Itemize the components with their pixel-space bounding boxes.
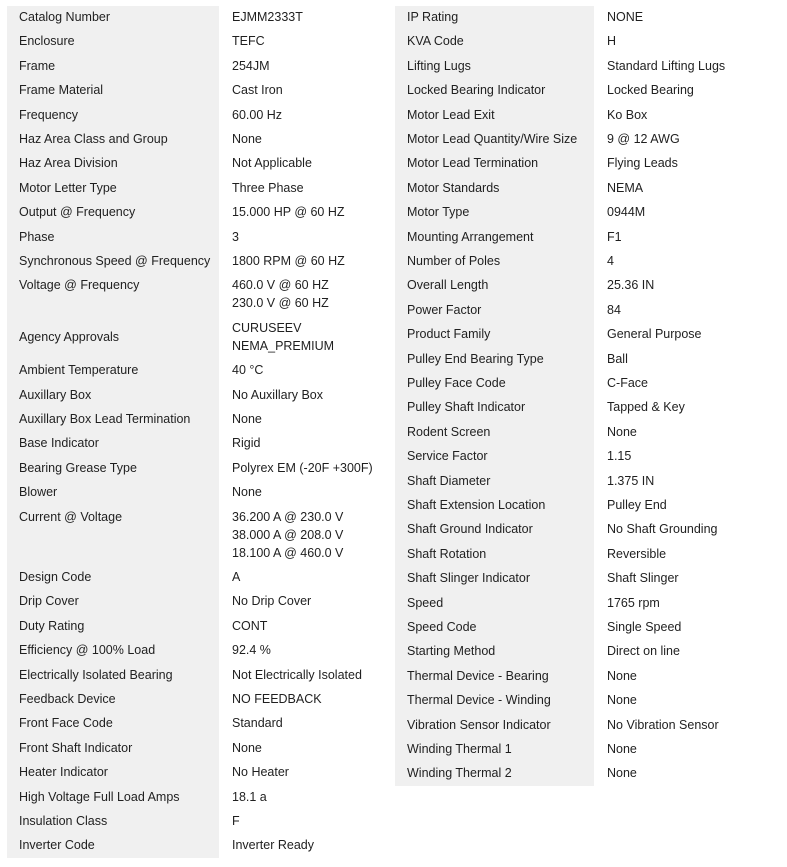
spec-value-line: No Drip Cover (232, 594, 312, 609)
spec-label: Base Indicator (19, 436, 99, 451)
spec-value-line: F (232, 814, 240, 828)
spec-label: Motor Standards (407, 180, 500, 195)
spec-value-line: C-Face (607, 376, 648, 390)
spec-value-line: No Vibration Sensor (607, 717, 719, 732)
spec-label: Blower (19, 485, 58, 500)
spec-value (232, 363, 263, 381)
spec-label: Front Shaft Indicator (19, 740, 133, 755)
spec-value-line: None (232, 740, 262, 755)
spec-label: Frame Material (19, 83, 104, 98)
spec-label: Bearing Grease Type (19, 460, 137, 475)
spec-value (607, 644, 680, 662)
spec-value (232, 692, 322, 710)
spec-value (607, 59, 725, 77)
spec-label: Speed (407, 595, 444, 610)
spec-value-line: Flying Leads (607, 156, 678, 171)
spec-label: Locked Bearing Indicator (407, 83, 546, 98)
spec-label: Duty Rating (19, 618, 85, 633)
spec-label: Heater Indicator (19, 765, 108, 780)
spec-value-line: 1800 RPM @ 60 HZ (232, 254, 345, 268)
spec-value-line: NEMA (607, 180, 644, 195)
spec-label: Voltage @ Frequency (19, 278, 140, 293)
spec-value (607, 376, 648, 394)
spec-value-line: Cast Iron (232, 83, 283, 98)
spec-value (232, 510, 343, 564)
spec-value (607, 352, 628, 370)
spec-label: Ambient Temperature (19, 363, 139, 378)
spec-value (607, 449, 631, 467)
spec-value (607, 498, 667, 516)
spec-value-line: CONT (232, 618, 268, 633)
spec-value-line: None (607, 742, 637, 756)
spec-value-line: 0944M (607, 205, 646, 220)
spec-value (232, 321, 334, 357)
spec-value-line: Single Speed (607, 620, 682, 634)
spec-label: Synchronous Speed @ Frequency (19, 254, 211, 268)
spec-value (232, 668, 362, 686)
spec-label: KVA Code (407, 34, 464, 49)
spec-value-line: 254JM (232, 58, 270, 73)
spec-value (232, 34, 265, 52)
spec-value-line: Three Phase (232, 180, 304, 195)
spec-label: Agency Approvals (19, 329, 120, 344)
spec-label: Shaft Diameter (407, 473, 491, 488)
spec-label: Frame (19, 58, 56, 73)
spec-label: Shaft Ground Indicator (407, 522, 533, 537)
spec-value-line: Reversible (607, 546, 667, 561)
spec-label: Shaft Slinger Indicator (407, 571, 530, 586)
spec-value (232, 838, 314, 856)
spec-value (607, 571, 679, 589)
spec-label: Winding Thermal 1 (407, 742, 512, 756)
spec-value (232, 156, 312, 174)
spec-value (232, 643, 271, 661)
spec-label: Enclosure (19, 34, 75, 49)
spec-value-line: 15.000 HP @ 60 HZ (232, 205, 345, 220)
spec-label: Feedback Device (19, 692, 116, 706)
spec-value-line: Direct on line (607, 644, 680, 659)
spec-value (232, 570, 240, 588)
spec-value (607, 547, 666, 565)
spec-value-line: None (232, 485, 262, 500)
spec-value (232, 230, 239, 248)
spec-label: Motor Lead Exit (407, 107, 495, 122)
spec-value (232, 132, 262, 150)
spec-label: Frequency (19, 107, 79, 122)
spec-value-line: Polyrex EM (-20F +300F) (232, 460, 373, 475)
spec-value (607, 766, 637, 784)
spec-value-line: 1.15 (607, 449, 632, 464)
spec-label: Output @ Frequency (19, 205, 136, 220)
spec-value-line: 38.000 A @ 208.0 V (232, 527, 344, 542)
spec-label: Speed Code (407, 620, 477, 634)
spec-label: Pulley Shaft Indicator (407, 400, 526, 415)
spec-label: Product Family (407, 327, 491, 342)
spec-value (607, 303, 621, 321)
spec-value (232, 412, 262, 430)
spec-value (232, 741, 262, 759)
spec-label: Motor Lead Quantity/Wire Size (407, 132, 578, 146)
spec-label: Catalog Number (19, 10, 111, 24)
spec-value (607, 596, 660, 614)
spec-label: Auxillary Box Lead Termination (19, 412, 191, 426)
spec-label: Thermal Device - Bearing (407, 668, 549, 683)
spec-value (607, 132, 680, 150)
spec-value (232, 10, 303, 28)
spec-value-line: 18.1 a (232, 789, 267, 804)
spec-label: Pulley Face Code (407, 376, 506, 390)
spec-label: Haz Area Class and Group (19, 132, 168, 146)
spec-label: Power Factor (407, 302, 482, 317)
spec-value-line: No Shaft Grounding (607, 522, 718, 537)
spec-value (607, 230, 622, 248)
spec-value-line: CURUSEEV (232, 320, 302, 335)
spec-value-line: 230.0 V @ 60 HZ (232, 296, 329, 311)
spec-value (232, 59, 270, 77)
spec-value-line: Tapped & Key (607, 400, 685, 415)
spec-value (232, 619, 267, 637)
spec-value-line: 1765 rpm (607, 595, 660, 610)
spec-label: Insulation Class (19, 814, 108, 828)
spec-label: Lifting Lugs (407, 58, 471, 73)
spec-label: Mounting Arrangement (407, 229, 534, 244)
spec-label: Auxillary Box (19, 387, 92, 402)
spec-label: Vibration Sensor Indicator (407, 717, 551, 732)
spec-value-line: NONE (607, 10, 644, 24)
spec-value-line: F1 (607, 229, 622, 244)
spec-value (232, 278, 329, 314)
spec-value (607, 522, 718, 540)
spec-value-line: 25.36 IN (607, 278, 655, 293)
spec-value-line: 4 (607, 254, 614, 268)
spec-label: Shaft Extension Location (407, 498, 546, 512)
spec-value-line: Pulley End (607, 498, 667, 512)
spec-value-line: 3 (232, 229, 239, 244)
spec-value-line: None (607, 693, 637, 708)
spec-label: Design Code (19, 570, 92, 584)
spec-value-line: Not Electrically Isolated (232, 667, 362, 682)
spec-value-line: 1.375 IN (607, 473, 655, 488)
spec-label: Service Factor (407, 449, 488, 464)
spec-label: Drip Cover (19, 594, 79, 609)
spec-value-line: A (232, 570, 241, 584)
spec-value (607, 205, 645, 223)
spec-label: Thermal Device - Winding (407, 693, 551, 708)
spec-value-line: 18.100 A @ 460.0 V (232, 545, 344, 560)
spec-value (232, 83, 283, 101)
spec-label: Current @ Voltage (19, 509, 123, 524)
spec-label: Haz Area Division (19, 156, 118, 171)
spec-value (232, 181, 304, 199)
spec-value (232, 765, 289, 783)
spec-label: Electrically Isolated Bearing (19, 667, 173, 682)
spec-label: IP Rating (407, 10, 459, 24)
spec-value-line: 40 °C (232, 363, 264, 378)
spec-value (232, 205, 345, 223)
spec-value (607, 400, 685, 418)
spec-value (232, 108, 282, 126)
spec-value-line: Shaft Slinger (607, 571, 679, 586)
spec-value-line: None (607, 668, 637, 683)
spec-value-line: Locked Bearing (607, 83, 694, 98)
spec-value (607, 718, 719, 736)
spec-value (232, 814, 240, 832)
spec-value (232, 461, 373, 479)
spec-value-line: Inverter Ready (232, 838, 314, 853)
spec-value (232, 716, 283, 734)
spec-label: Starting Method (407, 644, 496, 659)
spec-value (607, 669, 637, 687)
spec-value (607, 108, 647, 126)
spec-value (232, 436, 261, 454)
spec-value (607, 278, 654, 296)
spec-label: Efficiency @ 100% Load (19, 643, 156, 658)
spec-value-line: Not Applicable (232, 156, 312, 171)
spec-label: Winding Thermal 2 (407, 766, 512, 781)
spec-value (232, 790, 267, 808)
spec-label: Rodent Screen (407, 424, 491, 439)
spec-label: Motor Lead Termination (407, 156, 539, 171)
spec-value-line: None (607, 424, 637, 439)
spec-value-line: None (232, 412, 262, 426)
spec-value-line: 92.4 % (232, 643, 271, 658)
spec-value-line: Ko Box (607, 107, 648, 122)
spec-value-line: 460.0 V @ 60 HZ (232, 278, 329, 293)
spec-value (607, 34, 616, 52)
spec-value-line: 84 (607, 302, 621, 317)
spec-value (607, 693, 637, 711)
spec-value (232, 388, 323, 406)
spec-value-line: Ball (607, 351, 628, 366)
spec-value (607, 10, 643, 28)
spec-value-line: No Auxillary Box (232, 387, 324, 402)
spec-value-line: EJMM2333T (232, 10, 303, 24)
spec-value (232, 485, 262, 503)
spec-value (607, 425, 637, 443)
spec-label: Overall Length (407, 278, 489, 293)
spec-value (607, 83, 694, 101)
spec-value (607, 474, 654, 492)
spec-value-line: TEFC (232, 34, 265, 49)
spec-value-line: Standard Lifting Lugs (607, 58, 726, 73)
spec-label: High Voltage Full Load Amps (19, 789, 180, 804)
spec-value-line: No Heater (232, 765, 289, 780)
spec-value (607, 254, 614, 272)
spec-value-line: 9 @ 12 AWG (607, 132, 680, 146)
spec-label: Phase (19, 229, 55, 244)
spec-value-line: None (232, 132, 262, 146)
spec-value (607, 156, 678, 174)
spec-value (607, 327, 702, 345)
spec-value-line: NEMA_PREMIUM (232, 338, 335, 353)
spec-value-line: Rigid (232, 436, 261, 451)
spec-value-line: 36.200 A @ 230.0 V (232, 509, 344, 524)
spec-label: Shaft Rotation (407, 546, 487, 561)
spec-value (607, 620, 681, 638)
spec-value-line: General Purpose (607, 327, 702, 342)
spec-value-line: H (607, 34, 617, 49)
spec-label: Front Face Code (19, 716, 113, 731)
spec-label: Pulley End Bearing Type (407, 351, 544, 366)
spec-value-line: Standard (232, 716, 283, 731)
spec-value (607, 181, 643, 199)
spec-value-line: None (607, 766, 637, 781)
spec-value (607, 742, 637, 760)
spec-label: Motor Type (407, 205, 470, 220)
spec-label: Motor Letter Type (19, 180, 117, 195)
spec-label: Inverter Code (19, 838, 95, 853)
spec-label: Number of Poles (407, 254, 501, 268)
spec-value-line: 60.00 Hz (232, 107, 283, 122)
spec-value-line: NO FEEDBACK (232, 692, 322, 706)
spec-value (232, 254, 345, 272)
spec-value (232, 594, 311, 612)
